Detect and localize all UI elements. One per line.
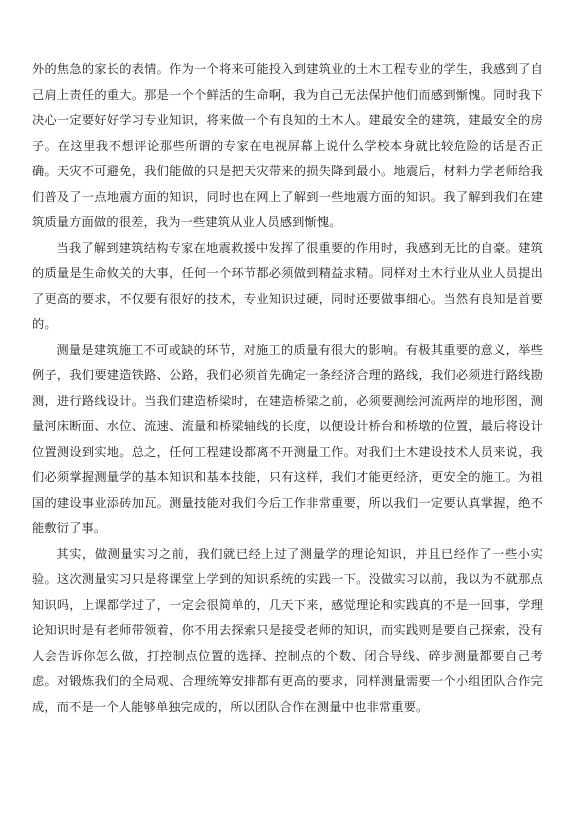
paragraph-1: 外的焦急的家长的表情。作为一个将来可能投入到建筑业的土木工程专业的学生，我感到了自己肩上责任的重大。那是一个个鲜活的生命啊，我为自己无法保护他们而感到惭愧。同时我下决心一定要好好学习专业知识，将来做一个有良知的土木人。建最安全的建筑，建最安全的房子。在这里我不想评论那些所谓的专家在电视屏幕上说什么学校本身就比较危险的话是否正确。天灾不可避免，我们能做的只是把天灾带来的损失降到最小。地震后，材料力学老师给我们普及了一点地震方面的知识，同时也在网上了解到一些地震方面的知识。我了解到我们在建筑质量方面做的很差，我为一些建筑从业人员感到惭愧。 <box>32 62 543 229</box>
paragraph-2: 当我了解到建筑结构专家在地震救援中发挥了很重要的作用时，我感到无比的自豪。建筑的质量是生命攸关的大事，任何一个环节都必须做到精益求精。同样对土木行业从业人员提出了更高的要求，不仅要有很好的技术，专业知识过硬，同时还要做事细心。当然有良知是首要的。 <box>32 240 543 331</box>
paragraph-4: 其实，做测量实习之前，我们就已经上过了测量学的理论知识，并且已经作了一些小实验。这次测量实习只是将课堂上学到的知识系统的实践一下。没做实习以前，我以为不就那点知识吗，上课都学过了，一定会很简单的，几天下来，感觉理论和实践真的不是一回事，学理论知识时是有老师带领着，你不用去探索只是接受老师的知识，而实践则是要自己探索，没有人会告诉你怎么做，打控制点位置的选择、控制点的个数、闭合导线、碎步测量都要自己考虑。对锻炼我们的全局观、合理统筹安排都有更高的要求，同样测量需要一个小组团队合作完成，而不是一个人能够单独完成的，所以团队合作在测量中也非常重要。 <box>32 546 543 714</box>
paragraph-3: 测量是建筑施工不可或缺的环节，对施工的质量有很大的影响。有极其重要的意义，举些例子，我们要建造铁路、公路，我们必须首先确定一条经济合理的路线，我们必须进行路线勘测，进行路线设计。当我们建造桥梁时，在建造桥梁之前，必须要测绘河流两岸的地形图，测量河床断面、水位、流速、流量和桥梁轴线的长度，以便设计桥台和桥墩的位置，最后将设计位置测设到实地。总之，任何工程建设都离不开测量工作。对我们土木建设技术人员来说，我们必须掌握测量学的基本知识和基本技能，只有这样，我们才能更经济，更安全的施工。为祖国的建设事业添砖加瓦。测量技能对我们今后工作非常重要，所以我们一定要认真掌握，绝不能敷衍了事。 <box>32 342 543 535</box>
